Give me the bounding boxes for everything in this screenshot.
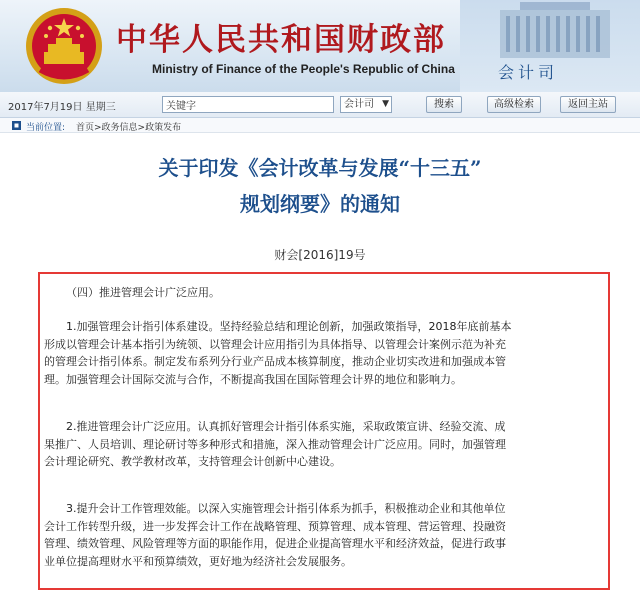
article-title-line2: 规划纲要》的通知 — [240, 192, 400, 216]
paragraph-line: 形成以管理会计基本指引为统领、以管理会计应用指引为具体指导、以管理会计案例示范为补充 — [44, 337, 506, 351]
paragraph-line: 3.提升会计工作管理效能。以深入实施管理会计指引体系为抓手，积极推动企业和其他单位 — [66, 502, 506, 515]
paragraph-2 — [44, 418, 604, 471]
site-title-cn: 中华人民共和国财政部 — [116, 22, 446, 58]
paragraph-line: 管理、绩效管理、风险管理等方面的职能作用，促进企业提高管理水平和经济效益，促进行政事 — [44, 537, 506, 550]
paragraph-line: 2.推进管理会计广泛应用。认真抓好管理会计指引体系实施，采取政策宣讲、经验交流、成 — [66, 420, 506, 433]
toolbar — [0, 92, 640, 118]
paragraph-line: 的管理会计指引体系。制定发布系列分行业产品成本核算制度，推动企业切实改进和加强成本管 — [44, 355, 506, 368]
paragraph-1 — [44, 318, 604, 388]
paragraph-line: 理。加强管理会计国际交流与合作，不断提高我国在国际管理会计界的地位和影响力。 — [44, 372, 462, 386]
section-heading-text: （四）推进管理会计广泛应用。 — [66, 286, 220, 299]
search-input[interactable] — [162, 96, 334, 113]
breadcrumb-label: 当前位置: — [26, 123, 66, 133]
paragraph-line: 会计理论研究、教学教材改革，支持管理会计创新中心建设。 — [44, 455, 341, 468]
site-title-en: Ministry of Finance of the People's Republic of China — [152, 62, 455, 76]
paragraph-line: 业单位提高理财水平和预算绩效，更好地为经济社会发展服务。 — [44, 554, 352, 568]
paragraph-line: 1.加强管理会计指引体系建设。坚持经验总结和理论创新，加强政策指导，2018年底前基本 — [66, 320, 512, 333]
search-button[interactable]: 搜索 — [426, 96, 462, 113]
advanced-search-button[interactable]: 高级检索 — [487, 96, 541, 113]
department-label: 会计司 — [498, 63, 559, 82]
paragraph-3 — [44, 500, 604, 570]
breadcrumb — [0, 118, 640, 133]
current-date: 2017年7月19日 星期三 — [8, 102, 116, 113]
department-select[interactable] — [340, 96, 392, 113]
breadcrumb-path[interactable]: 首页>政务信息>政策发布 — [76, 123, 182, 133]
national-emblem-icon — [22, 4, 106, 88]
section-heading — [44, 284, 604, 302]
document-number: 财会[2016]19号 — [274, 248, 366, 262]
department-select-value: 会计司 — [344, 99, 374, 110]
header-banner — [0, 0, 640, 92]
article-title-line1: 关于印发《会计改革与发展“十三五” — [158, 156, 482, 180]
chevron-down-icon: ▼ — [382, 99, 389, 109]
paragraph-line: 会计工作转型升级，进一步发挥会计工作在战略管理、预算管理、成本管理、营运管理、投融资 — [44, 519, 506, 533]
return-home-button[interactable]: 返回主站 — [560, 96, 616, 113]
location-square-icon — [12, 121, 21, 130]
paragraph-line: 果推广、人员培训、理论研讨等多种形式和措施，深入推动管理会计广泛应用。同时，加强管理 — [44, 437, 506, 451]
